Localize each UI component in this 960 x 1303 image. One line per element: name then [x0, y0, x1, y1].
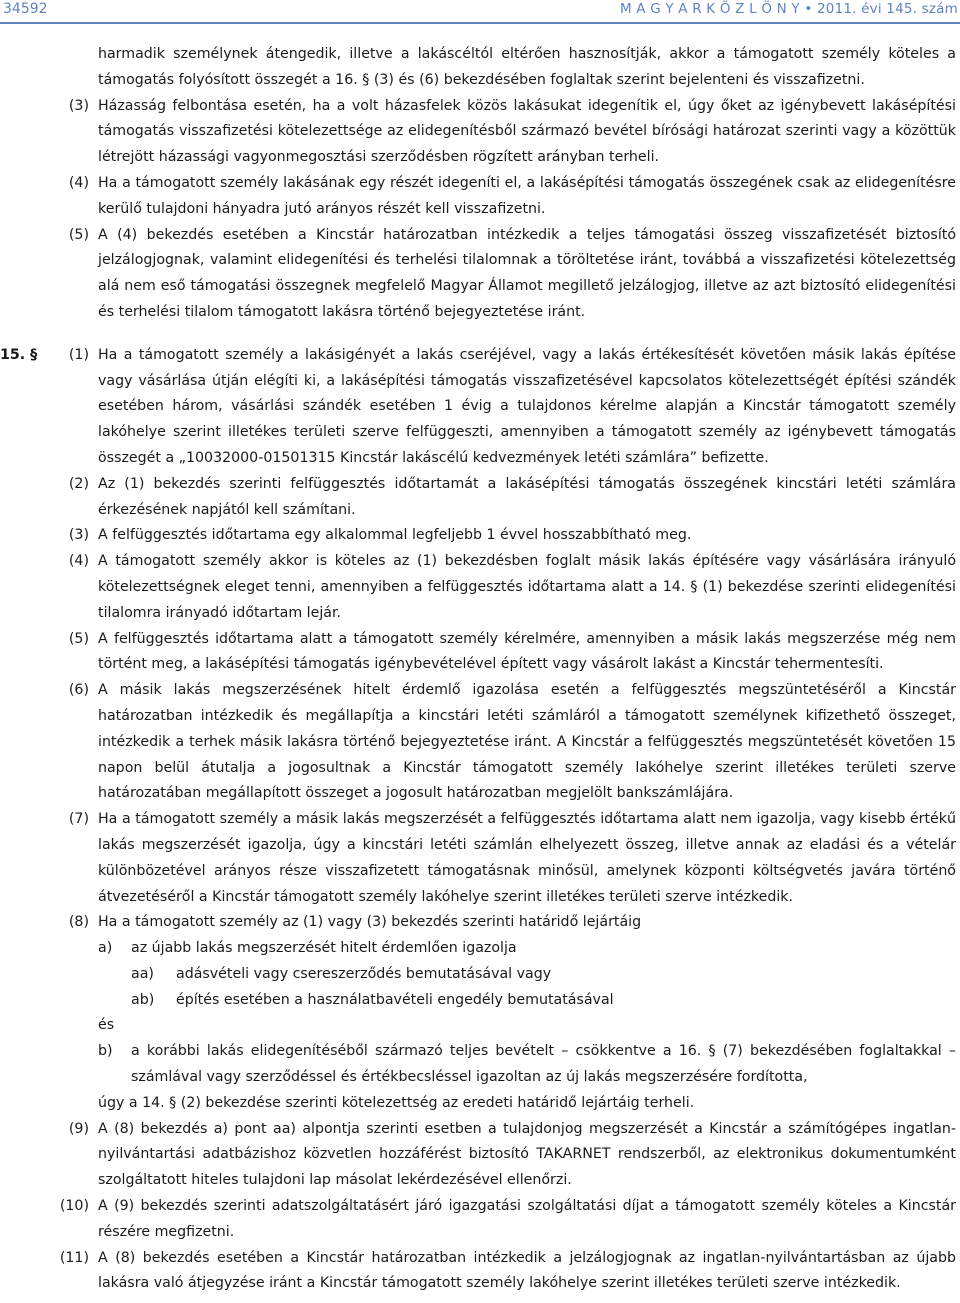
- s15-paragraph-11: [0, 1246, 960, 1298]
- page-header: [0, 0, 960, 22]
- paragraph-text: A felfüggesztés időtartama alatt a támogatott személy kérelmére, amennyiben a másik lakás megszerzése még nem történt meg, a lakásépítési támogatás igénybevételével épített vagy vásárolt lakást a Kincstár tehermentesíti.: [98, 630, 956, 673]
- s15-paragraph-6: [0, 678, 960, 807]
- header-rule: [0, 22, 960, 24]
- paragraph-number: (5): [68, 630, 89, 647]
- paragraph-number: (4): [68, 553, 89, 570]
- point-label: b): [98, 1043, 113, 1060]
- s15-paragraph-7: [0, 807, 960, 910]
- paragraph-text: Ha a támogatott személy lakásának egy részét idegeníti el, a lakásépítési támogatás összegének csak az elidegenítésre kerülő tulajdoni hányadra jutó arányos részét kell visszafizetni.: [98, 174, 956, 217]
- journal-title: M A G Y A R K Ö Z L Ö N Y • 2011. évi 145. szám: [619, 1, 958, 17]
- document-body: [0, 42, 960, 1297]
- s15-paragraph-1: [0, 343, 960, 472]
- paragraph-text: Ha a támogatott személy a lakásigényét a lakás cseréjével, vagy a lakás értékesítését követően másik lakás építése vagy vásárlása útján elégíti ki, a lakásépítési támogatás visszafizetésével kapcsolatos kötelezettségét építési szándék esetében három, vásárlási szándék esetében 1 évig a tulajdonos kérelme alapján a Kincstár támogatott személy lakóhelye szerint illetékes területi szerve felfüggeszti, amennyiben a támogatott személy az igénybevett támogatás összegét a „10032000-01501315 Kincstár lakáscélú kedvezmények letéti számlára” befizette.: [98, 346, 956, 466]
- s15-paragraph-9: [0, 1117, 960, 1194]
- paragraph-number: (3): [68, 527, 89, 544]
- subpoint-ab: [0, 988, 960, 1014]
- point-b: [0, 1039, 960, 1091]
- subpoint-label: aa): [131, 965, 154, 982]
- paragraph-text: A (8) bekezdés a) pont aa) alpontja szerinti esetben a tulajdonjog megszerzését a Kincstár a számítógépes ingatlan-nyilvántartási adatbázishoz közvetlen hozzáférést biztosító TAKARNET rendszerből, az elektronikus dokumentumként szolgáltatott hiteles tulajdoni lap másolat lekérdezésével ellenőrzi.: [98, 1120, 956, 1189]
- section-15: [0, 343, 960, 1297]
- paragraph-number: (4): [68, 174, 89, 191]
- paragraph-5: [0, 223, 960, 326]
- paragraph-text: A támogatott személy akkor is köteles az (1) bekezdésben foglalt másik lakás építésére vagy vásárlására irányuló kötelezettségnek eleget tenni, amennyiben a felfüggesztés időtartama alatt a 14. § (1) bekezdése szerinti elidegenítési tilalomra irányadó időtartam lejár.: [98, 553, 956, 621]
- paragraph-number: (9): [68, 1120, 89, 1137]
- s15-paragraph-3: [0, 523, 960, 549]
- paragraph-text: Az (1) bekezdés szerinti felfüggesztés időtartamát a lakásépítési támogatás összegének kincstári letéti számlára érkezésének napjától kell számítani.: [98, 475, 956, 518]
- subpoint-aa: [0, 962, 960, 988]
- paragraph-number: (11): [59, 1249, 89, 1266]
- paragraph-text: Ha a támogatott személy a másik lakás megszerzését a felfüggesztés időtartama alatt nem igazolja, vagy kisebb értékű lakás megszerzését igazolja, úgy a kincstári letéti számlán elhelyezett összeg, illetve annak az eladási és a vételár különbözetével arányos része visszafizetett támogatásnak minősül, amelynek központi költségvetés javára történő átvezetéséről a Kincstár támogatott személy lakóhelye szerint illetékes területi szerve intézkedik.: [98, 811, 956, 905]
- paragraph-number: (2): [68, 475, 89, 492]
- point-label: a): [98, 940, 113, 957]
- section-gap: [0, 326, 960, 343]
- paragraph-number: (1): [68, 346, 89, 363]
- conjunction-text: és: [98, 1017, 115, 1034]
- paragraph-number: (5): [68, 226, 89, 243]
- closing-text: úgy a 14. § (2) bekezdése szerinti kötelezettség az eredeti határidő lejártáig terheli.: [98, 1094, 695, 1111]
- paragraph-3: [0, 94, 960, 171]
- paragraph-text: Házasság felbontása esetén, ha a volt házasfelek közös lakásukat idegenítik el, úgy őket az igénybevett lakásépítési támogatás visszafizetési kötelezettsége az elidegenítésből származó bevétel bírósági határozat szerinti vagy a közöttük létrejött házassági vagyonmegosztási szerződésben rögzített arányban terheli.: [98, 97, 956, 166]
- point-text: az újabb lakás megszerzését hitelt érdemlően igazolja: [131, 940, 517, 957]
- paragraph-number: (7): [68, 811, 89, 828]
- paragraph-text: A (4) bekezdés esetében a Kincstár határozatban intézkedik a teljes támogatási összeg visszafizetését biztosító jelzálogjognak, valamint elidegenítési és terhelési tilalomnak a töröltetése iránt, továbbá a visszafizetési kötelezettség alá nem eső támogatási összegnek megfelelő Magyar Államot megillető jelzálogjog, illetve az azt biztosító elidegenítési és terhelési tilalom támogatott lakásra történő bejegyeztetése iránt.: [98, 226, 956, 320]
- s15-paragraph-2: [0, 472, 960, 524]
- s15-paragraph-4: [0, 549, 960, 626]
- section-number: 15. §: [0, 346, 38, 363]
- continuation-paragraph: harmadik személynek átengedik, illetve a lakáscéltól eltérően hasznosítják, akkor a támogatott személy köteles a támogatás folyósított összegét a 16. § (3) és (6) bekezdésében foglaltak szerint bejelenteni és visszafizetni.: [98, 46, 956, 88]
- paragraph-number: (8): [68, 914, 89, 931]
- paragraph-number: (10): [59, 1198, 89, 1215]
- paragraph-number: (3): [68, 97, 89, 114]
- subpoint-text: építés esetében a használatbavételi engedély bemutatásával: [176, 991, 614, 1008]
- point-text: a korábbi lakás elidegenítéséből származó teljes bevételt – csökkentve a 16. § (7) bekezdésében foglaltakkal – számlával vagy szerződéssel és értékbecsléssel igazoltan az új lakás megszerzésére fordította,: [131, 1043, 956, 1086]
- s15-paragraph-5: [0, 627, 960, 679]
- paragraph-number: (6): [68, 682, 89, 699]
- s15-paragraph-8: [0, 910, 960, 936]
- point-a: [0, 936, 960, 962]
- page-number: 34592: [3, 1, 48, 17]
- paragraph-text: A (9) bekezdés szerinti adatszolgáltatásért járó igazgatási szolgáltatási díjat a támogatott személy köteles a Kincstár részére megfizetni.: [98, 1198, 956, 1240]
- subpoint-label: ab): [131, 991, 155, 1008]
- paragraph-text: Ha a támogatott személy az (1) vagy (3) bekezdés szerinti határidő lejártáig: [98, 914, 642, 931]
- s15-paragraph-10: [0, 1194, 960, 1246]
- paragraph-text: A másik lakás megszerzésének hitelt érdemlő igazolása esetén a felfüggesztés megszüntetéséről a Kincstár határozatban intézkedik és megállapítja a kincstári letéti számláról a támogatott személynek kifizethető összeget, intézkedik a terhek másik lakásra történő bejegyeztetése iránt. A Kincstár a felfüggesztés megszüntetését követően 15 napon belül átutalja a jogosultnak a Kincstár támogatott személy lakóhelye szerint illetékes területi szerve határozatában megállapított összeget a jogosult határozatban megjelölt bankszámlájára.: [98, 682, 956, 802]
- subpoint-text: adásvételi vagy csereszerződés bemutatásával vagy: [176, 965, 552, 982]
- paragraph-text: A felfüggesztés időtartama egy alkalommal legfeljebb 1 évvel hosszabbítható meg.: [98, 527, 692, 544]
- paragraph-4: [0, 171, 960, 223]
- paragraph-text: A (8) bekezdés esetében a Kincstár határozatban intézkedik a jelzálogjognak az ingatlan-nyilvántartásban az újabb lakásra való átjegyzése iránt a Kincstár támogatott személy lakóhelye szerint illetékes területi szerve intézkedik.: [98, 1249, 956, 1292]
